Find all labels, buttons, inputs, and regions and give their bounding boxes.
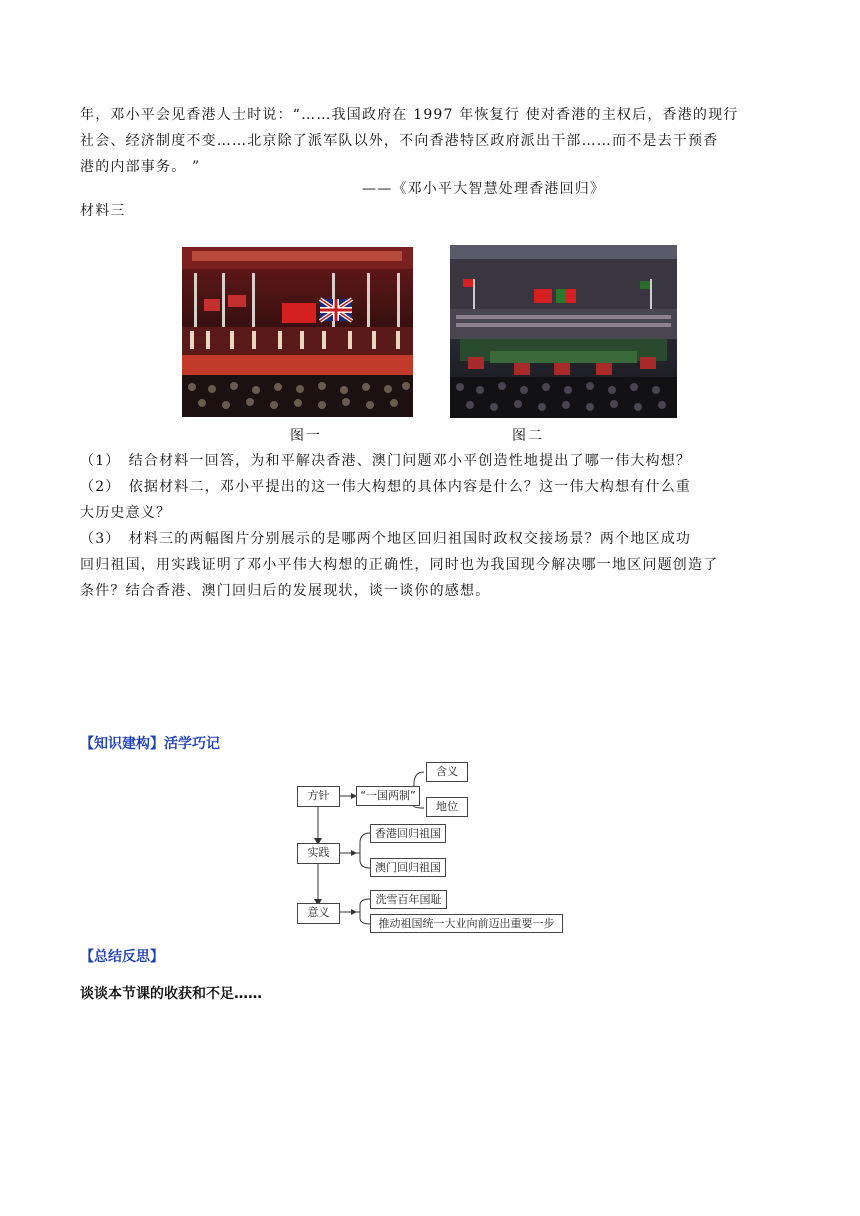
knowledge-heading-bracket: 【知识建构】 bbox=[80, 736, 164, 752]
material-three-label: 材料三 bbox=[80, 203, 126, 219]
question-three-cont: 条件？结合香港、澳门回归后的发展现状，谈一谈你的感想。 bbox=[80, 583, 491, 599]
text-line: 年，邓小平会见香港人士时说：“……我国政府在 1997 年恢复行 使对香港的主权后，香港的现行 bbox=[80, 107, 739, 123]
diagram-node-significance: 意义 bbox=[297, 903, 340, 924]
diagram-node-practice: 实践 bbox=[297, 843, 340, 864]
source-citation: ——《邓小平大智慧处理香港回归》 bbox=[362, 181, 606, 197]
diagram-node-meaning: 含义 bbox=[426, 762, 468, 782]
figure-one-caption: 图一 bbox=[290, 428, 322, 444]
question-one: （1） 结合材料一回答，为和平解决香港、澳门问题邓小平创造性地提出了哪一伟大构想？ bbox=[80, 453, 692, 469]
question-two-cont: 大历史意义？ bbox=[80, 505, 172, 521]
diagram-node-wipe-humiliation: 洗雪百年国耻 bbox=[370, 890, 447, 909]
knowledge-heading-plain: 活学巧记 bbox=[164, 736, 220, 752]
diagram-node-policy: 方针 bbox=[297, 786, 340, 807]
text-line: 社会、经济制度不变……北京除了派军队以外，不向香港特区政府派出干部……而不是去干预香 bbox=[80, 133, 719, 149]
diagram-node-macau-return: 澳门回归祖国 bbox=[370, 858, 446, 877]
summary-prompt: 谈谈本节课的收获和不足…… bbox=[80, 986, 262, 1002]
question-two: （2） 依据材料二，邓小平提出的这一伟大构想的具体内容是什么？这一伟大构想有什么重 bbox=[80, 479, 692, 495]
diagram-node-status: 地位 bbox=[426, 797, 468, 817]
diagram-node-one-country-two-systems: “一国两制” bbox=[356, 786, 420, 806]
question-three: （3） 材料三的两幅图片分别展示的是哪两个地区回归祖国时政权交接场景？两个地区成功 bbox=[80, 531, 692, 547]
summary-heading: 【总结反思】 bbox=[80, 949, 164, 965]
figure-two-caption: 图二 bbox=[512, 428, 544, 444]
question-three-cont: 回归祖国，用实践证明了邓小平伟大构想的正确性，同时也为我国现今解决哪一地区问题创造了 bbox=[80, 557, 719, 573]
diagram-node-promote-reunification: 推动祖国统一大业向前迈出重要一步 bbox=[370, 914, 563, 933]
text-line: 港的内部事务。 ” bbox=[80, 159, 201, 175]
diagram-node-hk-return: 香港回归祖国 bbox=[370, 824, 446, 843]
